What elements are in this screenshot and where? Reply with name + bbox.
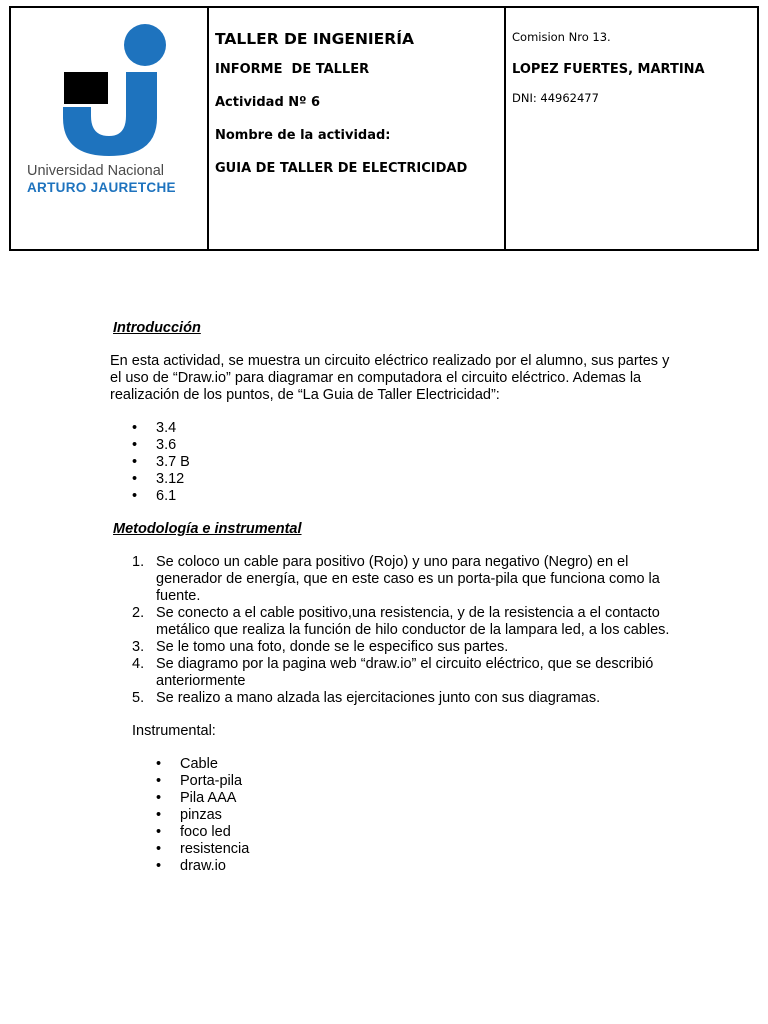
instrumental-label: Instrumental:: [132, 723, 216, 739]
step-number: 3.: [132, 639, 145, 655]
list-item: • 3.7 B: [110, 454, 670, 471]
list-item: • pinzas: [110, 807, 670, 824]
list-item: [110, 656, 670, 690]
list-item: • draw.io: [110, 858, 670, 875]
list-item: [110, 639, 670, 656]
list-item: • resistencia: [110, 841, 670, 858]
logo-university-subname: ARTURO JAURETCHE: [27, 180, 176, 195]
intro-heading: Introducción: [113, 320, 201, 336]
points-list: [110, 420, 670, 505]
course-title: TALLER DE INGENIERÍA: [215, 30, 414, 48]
list-item: • 3.12: [110, 471, 670, 488]
list-item: [110, 605, 670, 639]
university-logo-icon: [53, 18, 173, 158]
student-dni: DNI: 44962477: [512, 91, 599, 105]
list-item: • Cable: [110, 756, 670, 773]
step-text: Se diagramo por la pagina web “draw.io” el circuito eléctrico, que se describió anteriormente: [156, 656, 654, 689]
list-item: [110, 690, 670, 707]
step-number: 5.: [132, 690, 145, 706]
step-text: Se conecto a el cable positivo,una resistencia, y de la resistencia a el contacto metálico que realiza la función de hilo conductor de la lampara led, a los cables.: [156, 605, 670, 638]
step-number: 2.: [132, 605, 145, 621]
list-item: • foco led: [110, 824, 670, 841]
list-item: • 3.6: [110, 437, 670, 454]
steps-list: [110, 554, 670, 707]
report-type: INFORME DE TALLER: [215, 62, 370, 77]
logo-cell: [11, 8, 209, 249]
title-cell: [209, 8, 506, 249]
activity-number: Actividad Nº 6: [215, 95, 321, 110]
methodology-heading: Metodología e instrumental: [113, 521, 302, 537]
commission-number: Comision Nro 13.: [512, 30, 611, 44]
step-text: Se coloco un cable para positivo (Rojo) y uno para negativo (Negro) en el generador de energía, que en este caso es un porta-pila que funciona como la fuente.: [156, 554, 660, 604]
header-table: [9, 6, 759, 251]
step-text: Se le tomo una foto, donde se le especifico sus partes.: [156, 639, 509, 655]
list-item: [110, 554, 670, 605]
activity-name-label: Nombre de la actividad:: [215, 128, 391, 143]
activity-name: GUIA DE TALLER DE ELECTRICIDAD: [215, 161, 468, 176]
list-item: • Pila AAA: [110, 790, 670, 807]
instruments-list: [110, 756, 670, 875]
step-text: Se realizo a mano alzada las ejercitaciones junto con sus diagramas.: [156, 690, 601, 706]
student-cell: [506, 8, 757, 249]
list-item: • Porta-pila: [110, 773, 670, 790]
step-number: 4.: [132, 656, 145, 672]
student-name: LOPEZ FUERTES, MARTINA: [512, 62, 705, 77]
intro-paragraph: En esta actividad, se muestra un circuito eléctrico realizado por el alumno, sus partes y el uso de “Draw.io” para diagramar en computadora el circuito eléctrico. Ademas la realización de los puntos, de “La Guia de Taller Electricidad”:: [110, 353, 670, 403]
step-number: 1.: [132, 554, 145, 570]
document-body: [110, 320, 670, 875]
logo-university-name: Universidad Nacional: [27, 163, 165, 179]
list-item: • 3.4: [110, 420, 670, 437]
list-item: • 6.1: [110, 488, 670, 505]
